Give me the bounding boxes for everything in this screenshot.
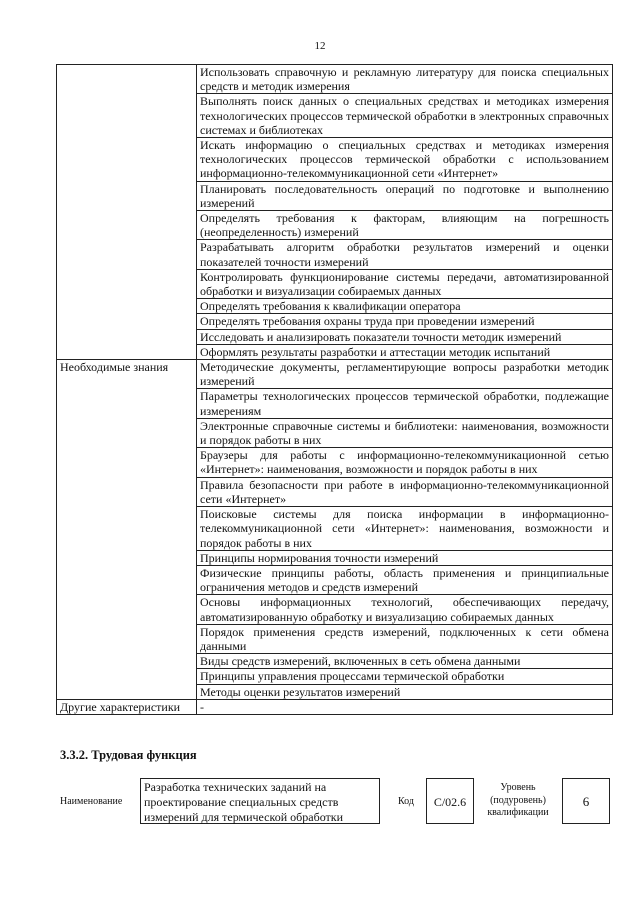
knowledge-item: Параметры технологических процессов термической обработки, подлежащие измерениям <box>197 389 613 418</box>
table-row <box>57 448 613 477</box>
other-characteristics-label: Другие характеристики <box>57 699 197 714</box>
skill-item: Определять требования охраны труда при проведении измерений <box>197 314 613 329</box>
qualification-level: 6 <box>562 778 610 824</box>
table-row <box>57 269 613 298</box>
code-label: Код <box>398 796 414 807</box>
knowledge-label-cell <box>57 595 197 624</box>
table-row <box>57 684 613 699</box>
skill-item: Использовать справочную и рекламную литературу для поиска специальных средств и методик измерения <box>197 65 613 94</box>
knowledge-label-cell <box>57 418 197 447</box>
table-row <box>57 550 613 565</box>
table-row <box>57 507 613 551</box>
skill-item: Оформлять результаты разработки и аттестации методик испытаний <box>197 344 613 359</box>
knowledge-item: Браузеры для работы с информационно-телекоммуникационной сетью «Интернет»: наименования, возможности и порядок работы в них <box>197 448 613 477</box>
table-row <box>57 299 613 314</box>
table-row <box>57 699 613 714</box>
skills-label-cell <box>57 211 197 240</box>
knowledge-item: Порядок применения средств измерений, подключенных к сети обмена данными <box>197 624 613 653</box>
knowledge-item: Поисковые системы для поиска информации в информационно-телекоммуникационной сети «Интернет»: наименования, возможности и порядок работы в них <box>197 507 613 551</box>
table-row <box>57 477 613 506</box>
level-label-line: квалификации <box>487 807 549 818</box>
level-label <box>480 782 556 820</box>
level-label-line: Уровень <box>500 782 536 793</box>
table-row <box>57 138 613 182</box>
skill-item: Искать информацию о специальных средствах и методиках измерения технологических процессов термической обработки с использованием информационно-телекоммуникационной сети «Интернет» <box>197 138 613 182</box>
skill-item: Определять требования к факторам, влияющим на погрешность (неопределенность) измерений <box>197 211 613 240</box>
table-row <box>57 624 613 653</box>
skills-label-cell <box>57 240 197 269</box>
skills-label-cell <box>57 299 197 314</box>
skill-item: Определять требования к квалификации оператора <box>197 299 613 314</box>
knowledge-item: Правила безопасности при работе в информационно-телекоммуникационной сети «Интернет» <box>197 477 613 506</box>
table-row <box>57 360 613 389</box>
skills-label-cell <box>57 269 197 298</box>
knowledge-label-cell <box>57 565 197 594</box>
table-row <box>57 565 613 594</box>
table-row <box>57 418 613 447</box>
knowledge-label-cell <box>57 507 197 551</box>
page-number: 12 <box>314 40 326 52</box>
labor-function-header <box>56 778 616 826</box>
skill-item: Планировать последовательность операций по подготовке и выполнению измерений <box>197 181 613 210</box>
level-label-line: (подуровень) <box>490 794 546 806</box>
knowledge-label-cell <box>57 550 197 565</box>
knowledge-label-cell <box>57 684 197 699</box>
table-row <box>57 240 613 269</box>
skills-label-cell <box>57 181 197 210</box>
name-label: Наименование <box>60 796 123 807</box>
knowledge-item: Электронные справочные системы и библиотеки: наименования, возможности и порядок работы в них <box>197 418 613 447</box>
knowledge-label-cell <box>57 448 197 477</box>
skill-item: Исследовать и анализировать показатели точности методик измерений <box>197 329 613 344</box>
skills-label-cell <box>57 344 197 359</box>
knowledge-label-cell <box>57 669 197 684</box>
skill-item: Разрабатывать алгоритм обработки результатов измерений и оценки показателей точности измерений <box>197 240 613 269</box>
knowledge-item: Принципы нормирования точности измерений <box>197 550 613 565</box>
table-row <box>57 181 613 210</box>
table-row <box>57 94 613 138</box>
skills-label-cell <box>57 94 197 138</box>
knowledge-label-cell <box>57 654 197 669</box>
table-row <box>57 595 613 624</box>
other-characteristics-value: - <box>197 699 613 714</box>
table-row <box>57 211 613 240</box>
skill-item: Выполнять поиск данных о специальных средствах и методиках измерения технологических процессов термической обработки в электронных справочных системах и библиотеках <box>197 94 613 138</box>
table-row <box>57 344 613 359</box>
function-code: C/02.6 <box>426 778 474 824</box>
requirements-table <box>56 64 613 715</box>
skills-label-cell <box>57 65 197 94</box>
knowledge-item: Принципы управления процессами термической обработки <box>197 669 613 684</box>
table-row <box>57 654 613 669</box>
table-row <box>57 669 613 684</box>
skills-label-cell <box>57 138 197 182</box>
knowledge-label-cell <box>57 389 197 418</box>
function-name: Разработка технических заданий на проектирование специальных средств измерений для термической обработки <box>140 778 380 824</box>
section-title: 3.3.2. Трудовая функция <box>60 748 197 762</box>
knowledge-item: Виды средств измерений, включенных в сеть обмена данными <box>197 654 613 669</box>
knowledge-label: Необходимые знания <box>57 360 197 389</box>
table-row <box>57 314 613 329</box>
skills-label-cell <box>57 314 197 329</box>
knowledge-item: Методические документы, регламентирующие вопросы разработки методик измерений <box>197 360 613 389</box>
table-row <box>57 65 613 94</box>
knowledge-item: Основы информационных технологий, обеспечивающих передачу, автоматизированную обработку и визуализацию собираемых данных <box>197 595 613 624</box>
table-row <box>57 389 613 418</box>
knowledge-item: Методы оценки результатов измерений <box>197 684 613 699</box>
knowledge-label-cell <box>57 624 197 653</box>
knowledge-label-cell <box>57 477 197 506</box>
knowledge-item: Физические принципы работы, область применения и принципиальные ограничения методов и средств измерений <box>197 565 613 594</box>
table-row <box>57 329 613 344</box>
skill-item: Контролировать функционирование системы передачи, автоматизированной обработки и визуализации собираемых данных <box>197 269 613 298</box>
skills-label-cell <box>57 329 197 344</box>
